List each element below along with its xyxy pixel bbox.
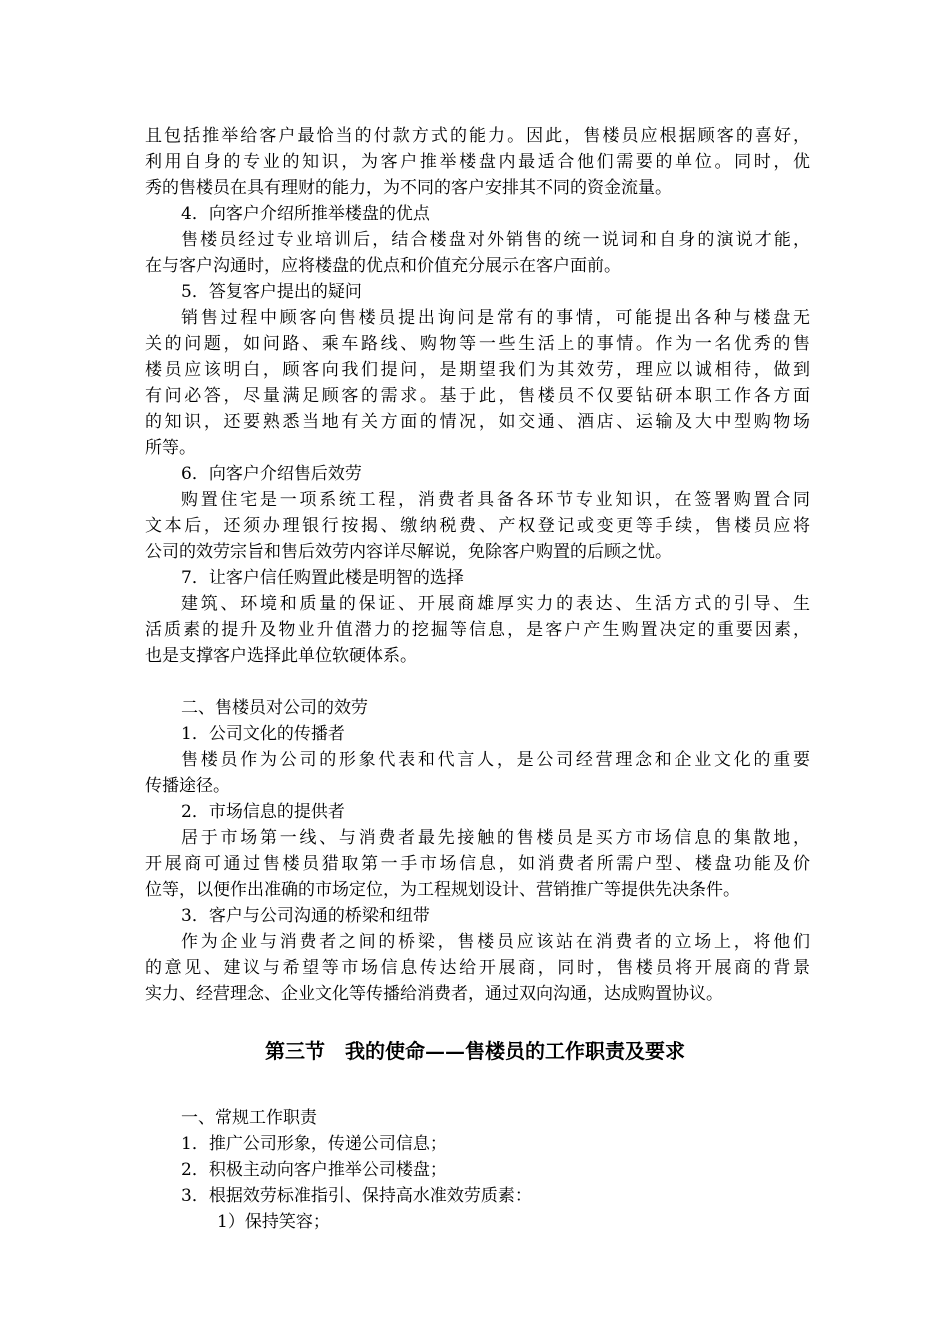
list-item: 2．积极主动向客户推举公司楼盘；	[181, 1160, 447, 1180]
paragraph-line: 且包括推举给客户最恰当的付款方式的能力。因此，售楼员应根据顾客的喜好，	[145, 126, 810, 146]
paragraph-line: 楼员应该明白，顾客向我们提问，是期望我们为其效劳，理应以诚相待，做到	[145, 360, 810, 380]
paragraph-line: 售楼员作为公司的形象代表和代言人，是公司经营理念和企业文化的重要	[181, 750, 810, 770]
paragraph-line: 利用自身的专业的知识，为客户推举楼盘内最适合他们需要的单位。同时，优	[145, 152, 810, 172]
paragraph-line: 在与客户沟通时，应将楼盘的优点和价值充分展示在客户面前。	[145, 256, 621, 276]
paragraph-line: 实力、经营理念、企业文化等传播给消费者，通过双向沟通，达成购置协议。	[145, 984, 723, 1004]
paragraph-line: 销售过程中顾客向售楼员提出询问是常有的事情，可能提出各种与楼盘无	[181, 308, 810, 328]
subheading-5: 5．答复客户提出的疑问	[181, 282, 362, 302]
subheading-2-3: 3．客户与公司沟通的桥梁和纽带	[181, 906, 430, 926]
list-item: 1．推广公司形象，传递公司信息；	[181, 1134, 447, 1154]
subheading-6: 6．向客户介绍售后效劳	[181, 464, 362, 484]
subheading-7: 7．让客户信任购置此楼是明智的选择	[181, 568, 464, 588]
paragraph-line: 开展商可通过售楼员猎取第一手市场信息，如消费者所需户型、楼盘功能及价	[145, 854, 810, 874]
paragraph-line: 建筑、环境和质量的保证、开展商雄厚实力的表达、生活方式的引导、生	[181, 594, 810, 614]
paragraph-line: 的意见、建议与希望等市场信息传达给开展商，同时，售楼员将开展商的背景	[145, 958, 810, 978]
paragraph-line: 传播途径。	[145, 776, 230, 796]
paragraph-line: 购置住宅是一项系统工程，消费者具备各环节专业知识，在签署购置合同	[181, 490, 810, 510]
list-item: 3．根据效劳标准指引、保持高水准效劳质素：	[181, 1186, 532, 1206]
paragraph-line: 的知识，还要熟悉当地有关方面的情况，如交通、酒店、运输及大中型购物场	[145, 412, 810, 432]
part-heading-2: 二、售楼员对公司的效劳	[181, 698, 368, 718]
part-heading-s3-1: 一、常规工作职责	[181, 1108, 317, 1128]
paragraph-line: 也是支撑客户选择此单位软硬体系。	[145, 646, 417, 666]
subheading-2-2: 2．市场信息的提供者	[181, 802, 345, 822]
paragraph-line: 秀的售楼员在具有理财的能力，为不同的客户安排其不同的资金流量。	[145, 178, 672, 198]
paragraph-line: 有问必答，尽量满足顾客的需求。基于此，售楼员不仅要钻研本职工作各方面	[145, 386, 810, 406]
paragraph-line: 关的问题，如问路、乘车路线、购物等一些生活上的事情。作为一名优秀的售	[145, 334, 810, 354]
paragraph-line: 位等，以便作出准确的市场定位，为工程规划设计、营销推广等提供先决条件。	[145, 880, 740, 900]
paragraph-line: 售楼员经过专业培训后，结合楼盘对外销售的统一说词和自身的演说才能，	[181, 230, 810, 250]
subheading-4: 4．向客户介绍所推举楼盘的优点	[181, 204, 430, 224]
paragraph-line: 公司的效劳宗旨和售后效劳内容详尽解说，免除客户购置的后顾之忧。	[145, 542, 672, 562]
paragraph-line: 文本后，还须办理银行按揭、缴纳税费、产权登记或变更等手续，售楼员应将	[145, 516, 810, 536]
subheading-2-1: 1．公司文化的传播者	[181, 724, 345, 744]
paragraph-line: 作为企业与消费者之间的桥梁，售楼员应该站在消费者的立场上，将他们	[181, 932, 810, 952]
section-title: 第三节 我的使命——售楼员的工作职责及要求	[265, 1039, 685, 1063]
paragraph-line: 活质素的提升及物业升值潜力的挖掘等信息，是客户产生购置决定的重要因素，	[145, 620, 810, 640]
paragraph-line: 所等。	[145, 438, 196, 458]
paragraph-line: 居于市场第一线、与消费者最先接触的售楼员是买方市场信息的集散地，	[181, 828, 810, 848]
sub-list-item: 1）保持笑容；	[217, 1212, 330, 1232]
